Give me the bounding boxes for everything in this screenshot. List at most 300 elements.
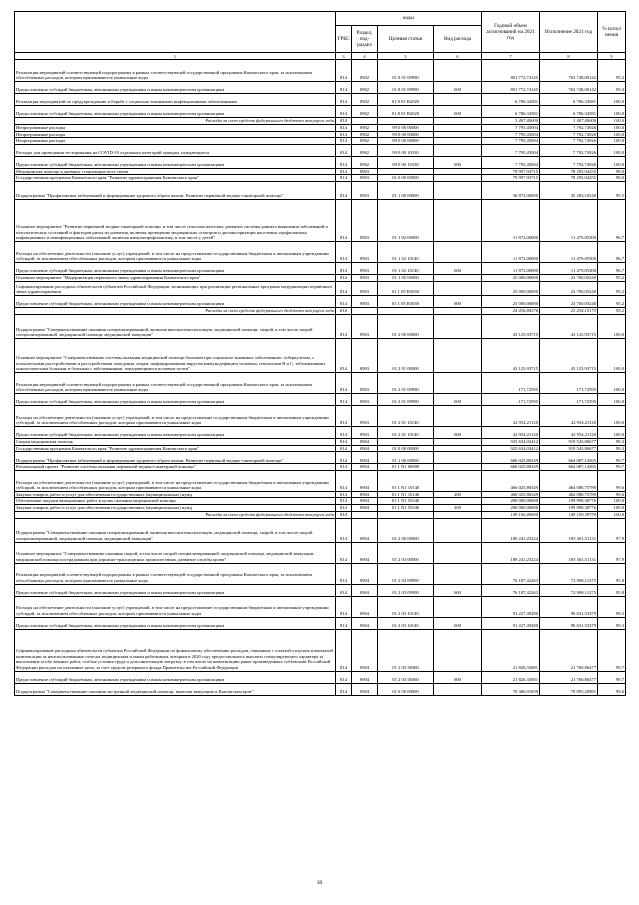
table-row xyxy=(15,156,626,168)
target-article-cell: 01 1 02 10140 xyxy=(378,262,434,274)
table-row xyxy=(15,563,626,584)
expense-type-cell xyxy=(434,596,482,617)
grbs-cell: 814 xyxy=(336,617,352,629)
table-row xyxy=(15,405,626,426)
table-row xyxy=(15,584,626,596)
percent-cell: 98,0 xyxy=(598,168,626,175)
grbs-cell: 814 xyxy=(336,295,352,307)
row-name-cell: Реализация мероприятий по предупреждению и борьбе с социально значимыми инфекционными заболеваниями xyxy=(15,94,336,106)
grbs-cell: 814 xyxy=(336,314,352,338)
target-article-cell: 01 0 00 00000 xyxy=(378,175,434,182)
row-name-cell: Расходы на обеспечение деятельности (оказание услуг) учреждений, в том числе на предоставление государственным бюджетным и автономным учреждениям субсидий, за исключением обособленных расходов, которым присваиваются уникальные коды xyxy=(15,241,336,262)
table-row xyxy=(15,464,626,471)
row-name-cell: Реализация мероприятий соответствующей подпрограммы в рамках соответствующей государственной программы Камчатского края, за исключением обособленных расходов, которым присваиваются уникальные коды xyxy=(15,563,336,584)
target-article-cell: 01 2 03 10140 xyxy=(378,617,434,629)
row-name-cell: Подпрограмма "Совершенствование оказания специализированной, включая высокотехнологичную, медицинской помощи, скорой, в том числе скорой специализированной, медицинской помощи, медицинской эвакуации" xyxy=(15,518,336,542)
fact-amount-cell: 21 760,86477 xyxy=(540,629,598,671)
row-name-cell: Предоставление субсидий бюджетным, автономным учреждениям и иным некоммерческим организациям xyxy=(15,82,336,94)
row-name-cell: Государственная программа Камчатского края "Развитие здравоохранения Камчатского края" xyxy=(15,175,336,182)
plan-amount-cell: 7 795,45004 xyxy=(482,131,540,138)
fact-amount-cell: 90 631,53379 xyxy=(540,617,598,629)
target-article-cell: 01 2 03 00000 xyxy=(378,542,434,563)
column-number: 4 xyxy=(352,53,378,60)
plan-amount-cell: 171,72595 xyxy=(482,372,540,393)
fact-amount-cell: 42 954,21120 xyxy=(540,405,598,426)
plan-amount-cell: 21 826,33681 xyxy=(482,629,540,671)
razdel-cell xyxy=(352,118,378,125)
fact-amount-cell: 78 295,04255 xyxy=(540,175,598,182)
razdel-cell: 0904 xyxy=(352,498,378,505)
plan-amount-cell: 666 025,86349 xyxy=(482,452,540,464)
razdel-cell: 0902 xyxy=(352,156,378,168)
grbs-cell: 814 xyxy=(336,464,352,471)
razdel-cell: 0904 xyxy=(352,683,378,695)
grbs-cell: 814 xyxy=(336,542,352,563)
target-article-cell: 01 2 03 09990 xyxy=(378,584,434,596)
plan-amount-cell: 666 025,86349 xyxy=(482,464,540,471)
percent-cell: 95,2 xyxy=(598,274,626,281)
row-name-cell: Софинансирование расходных обязательств субъектов Российской Федерации, возникающих при реализации региональных программ модернизации первичного звена здравоохранения xyxy=(15,281,336,295)
razdel-cell: 0904 xyxy=(352,504,378,511)
target-article-cell: 01 1 N1 55540 xyxy=(378,504,434,511)
expense-type-cell xyxy=(434,94,482,106)
percent-cell: 100,0 xyxy=(598,138,626,145)
column-number: 8 xyxy=(540,53,598,60)
row-name-cell: Медицинская помощь в дневных стационарах всех типов xyxy=(15,168,336,175)
column-number: 3 xyxy=(336,53,352,60)
table-row xyxy=(15,295,626,307)
grbs-cell: 814 xyxy=(336,338,352,372)
plan-amount-cell: 149 100,40000 xyxy=(482,511,540,518)
table-row xyxy=(15,274,626,281)
row-name-cell: Предоставление субсидий бюджетным, автономным учреждениям и иным некоммерческим организациям xyxy=(15,262,336,274)
percent-cell: 100,0 xyxy=(598,156,626,168)
target-article-cell: 01 8 01 09990 xyxy=(378,82,434,94)
grbs-cell: 814 xyxy=(336,511,352,518)
grbs-cell: 814 xyxy=(336,106,352,118)
fact-amount-cell: 171,72595 xyxy=(540,393,598,405)
percent-cell: 95,2 xyxy=(598,295,626,307)
table-row xyxy=(15,168,626,175)
table-row xyxy=(15,338,626,372)
table-row xyxy=(15,504,626,511)
percent-cell: 99,6 xyxy=(598,470,626,491)
expense-type-cell: 600 xyxy=(434,426,482,438)
target-article-cell xyxy=(378,168,434,175)
grbs-cell: 814 xyxy=(336,393,352,405)
plan-amount-cell: 79 997,93715 xyxy=(482,168,540,175)
fact-amount-cell: 199 998,38776 xyxy=(540,504,598,511)
fact-amount-cell: 763 748,00142 xyxy=(540,82,598,94)
razdel-cell: 0903 xyxy=(352,314,378,338)
table-row xyxy=(15,445,626,452)
grbs-cell: 814 xyxy=(336,504,352,511)
table-row xyxy=(15,671,626,683)
table-row xyxy=(15,629,626,671)
grbs-cell: 814 xyxy=(336,274,352,281)
fact-amount-cell: 43 125,93715 xyxy=(540,314,598,338)
row-name-cell: Скорая медицинская помощь xyxy=(15,438,336,445)
row-name-cell: Предоставление субсидий бюджетным, автономным учреждениям и иным некоммерческим организациям xyxy=(15,671,336,683)
target-article-cell: 99 0 00 00000 xyxy=(378,131,434,138)
expense-type-cell xyxy=(434,498,482,505)
expense-type-cell xyxy=(434,241,482,262)
table-row xyxy=(15,144,626,156)
fact-amount-cell: 3 407,40000 xyxy=(540,118,598,125)
row-name-cell: Расходы за счет средств федерального бюджета текущего года xyxy=(15,511,336,518)
percent-cell: 100,0 xyxy=(598,125,626,132)
grbs-cell: 814 xyxy=(336,125,352,132)
expense-type-cell xyxy=(434,60,482,82)
razdel-cell: 0904 xyxy=(352,617,378,629)
percent-cell: 99,3 xyxy=(598,445,626,452)
razdel-column-header: Раздел, под-раздел xyxy=(352,26,378,53)
razdel-cell: 0904 xyxy=(352,438,378,445)
grbs-cell: 814 xyxy=(336,144,352,156)
row-name-cell: Основное мероприятие "Совершенствование оказания скорой, в том числе скорой специализированной, медицинской помощи, медицинской эвакуации, медицинской помощи пострадавшим при дорожно-транспортных происшествиях, развитие службы крови" xyxy=(15,542,336,563)
plan-amount-cell: 43 125,93715 xyxy=(482,338,540,372)
grbs-cell: 814 xyxy=(336,671,352,683)
plan-amount-cell: 7 795,45004 xyxy=(482,138,540,145)
plan-amount-cell: 42 954,21120 xyxy=(482,405,540,426)
percent-cell: 95,8 xyxy=(598,563,626,584)
expense-type-cell xyxy=(434,542,482,563)
plan-amount-cell: 11 872,00000 xyxy=(482,199,540,241)
column-number: 1 xyxy=(15,53,336,60)
row-name-cell: Закупка товаров, работ и услуг для обеспечения государственных (муниципальных) нужд xyxy=(15,491,336,498)
plan-column-header: Годовой объем ассигнований на 2021 год xyxy=(482,12,540,53)
plan-amount-cell: 21 826,33681 xyxy=(482,671,540,683)
target-article-cell: 01 2 01 00000 xyxy=(378,338,434,372)
expense-type-cell xyxy=(434,629,482,671)
expense-type-cell xyxy=(434,372,482,393)
expense-type-cell: 600 xyxy=(434,584,482,596)
table-row xyxy=(15,470,626,491)
plan-amount-cell: 7 795,45004 xyxy=(482,144,540,156)
plan-amount-cell: 925 634,03412 xyxy=(482,438,540,445)
row-name-cell: Предоставление субсидий бюджетным, автономным учреждениям и иным некоммерческим организациям xyxy=(15,295,336,307)
razdel-cell: 0903 xyxy=(352,175,378,182)
grbs-cell: 814 xyxy=(336,307,352,314)
percent-cell: 100,0 xyxy=(598,131,626,138)
plan-amount-cell: 6 786,34581 xyxy=(482,94,540,106)
row-name-cell: Расходы для проведения тестирования на COVID-19 отдельных категорий граждан, нуждающихся xyxy=(15,144,336,156)
table-row xyxy=(15,683,626,695)
expense-type-cell: 600 xyxy=(434,106,482,118)
fact-amount-cell: 43 125,93715 xyxy=(540,338,598,372)
expense-type-column-header: Вид расхода xyxy=(434,26,482,53)
target-article-cell: 01 2 01 09990 xyxy=(378,372,434,393)
table-row xyxy=(15,307,626,314)
expense-type-cell: 600 xyxy=(434,262,482,274)
fact-amount-cell: 185 361,51131 xyxy=(540,518,598,542)
row-name-cell: Реализация мероприятий соответствующей подпрограммы в рамках соответствующей государственной программы Камчатского края, за исключением обособленных расходов, которым присваиваются уникальные коды xyxy=(15,60,336,82)
fact-amount-cell: 149 159,39759 xyxy=(540,511,598,518)
fact-amount-cell: 70 095,20981 xyxy=(540,683,598,695)
percent-cell: 100,0 xyxy=(598,393,626,405)
expense-type-cell: 600 xyxy=(434,156,482,168)
percent-cell: 96,7 xyxy=(598,241,626,262)
target-article-cell xyxy=(378,511,434,518)
target-article-cell: 01 2 01 09990 xyxy=(378,393,434,405)
plan-amount-cell: 43 125,93715 xyxy=(482,314,540,338)
razdel-cell: 0903 xyxy=(352,426,378,438)
expense-type-cell xyxy=(434,470,482,491)
target-article-cell: 01 1 02 00000 xyxy=(378,199,434,241)
grbs-cell: 814 xyxy=(336,518,352,542)
target-article-cell: 99 0 00 10330 xyxy=(378,144,434,156)
fact-amount-cell: 6 786,34581 xyxy=(540,106,598,118)
grbs-cell: 814 xyxy=(336,405,352,426)
percent-cell: 100,0 xyxy=(598,498,626,505)
row-name-cell: Обеспечение закупки авиационных работ в целях оказания медицинской помощи xyxy=(15,498,336,505)
fact-amount-cell: 11 479,05300 xyxy=(540,199,598,241)
table-row xyxy=(15,491,626,498)
target-article-cell: 01 8 01 R2020 xyxy=(378,94,434,106)
row-name-cell: Предоставление субсидий бюджетным, автономным учреждениям и иным некоммерческим организациям xyxy=(15,426,336,438)
razdel-cell: 0904 xyxy=(352,452,378,464)
grbs-cell: 814 xyxy=(336,563,352,584)
target-article-cell: 01 1 05 00000 xyxy=(378,274,434,281)
plan-amount-cell: 25 000,00000 xyxy=(482,295,540,307)
percent-cell: 99,7 xyxy=(598,671,626,683)
expense-type-cell xyxy=(434,438,482,445)
grbs-cell: 814 xyxy=(336,281,352,295)
expense-type-cell: 600 xyxy=(434,617,482,629)
expense-type-cell xyxy=(434,464,482,471)
razdel-cell: 0904 xyxy=(352,542,378,563)
grbs-cell: 814 xyxy=(336,241,352,262)
row-name-cell: Расходы на обеспечение деятельности (оказание услуг) учреждений, в том числе на предоставление государственным бюджетным и автономным учреждениям субсидий, за исключением обособленных расходов, которым присваиваются уникальные коды xyxy=(15,470,336,491)
row-name-cell: Основное мероприятие "Развитие первичной медико-санитарной помощи, в том числе сельским жителям, развитие системы раннего выявления заболеваний и патологических состояний и факторов риска их развития, включая проведение медицинских осмотров и диспансеризации населения, профилактика инфекционных и неинфекционных заболеваний, включая иммунопрофилактику, в том числе у детей" xyxy=(15,199,336,241)
percent-cell: 99,6 xyxy=(598,491,626,498)
expense-type-cell xyxy=(434,168,482,175)
razdel-cell: 0902 xyxy=(352,94,378,106)
target-article-cell: 01 1 N1 10140 xyxy=(378,470,434,491)
table-row xyxy=(15,106,626,118)
table-row xyxy=(15,426,626,438)
fact-amount-cell: 78 295,04255 xyxy=(540,168,598,175)
fact-amount-cell: 90 631,53379 xyxy=(540,596,598,617)
razdel-cell: 0904 xyxy=(352,470,378,491)
fact-amount-cell: 6 786,34581 xyxy=(540,94,598,106)
table-row xyxy=(15,617,626,629)
target-article-cell xyxy=(378,438,434,445)
plan-amount-cell: 91 227,49280 xyxy=(482,596,540,617)
fact-amount-cell: 72 908,11275 xyxy=(540,563,598,584)
grbs-cell: 814 xyxy=(336,498,352,505)
target-article-cell: 01 6 00 00000 xyxy=(378,683,434,695)
razdel-cell: 0904 xyxy=(352,518,378,542)
fact-amount-cell: 23 700,05240 xyxy=(540,281,598,295)
table-row xyxy=(15,438,626,445)
expense-type-cell xyxy=(434,452,482,464)
target-article-cell: 01 2 01 10140 xyxy=(378,426,434,438)
target-article-cell: 01 1 N1 00000 xyxy=(378,464,434,471)
razdel-cell: 0904 xyxy=(352,464,378,471)
razdel-cell: 0903 xyxy=(352,281,378,295)
percent-cell: 100,0 xyxy=(598,511,626,518)
target-article-cell: 01 8 01 09990 xyxy=(378,60,434,82)
target-article-cell: 01 1 00 00000 xyxy=(378,452,434,464)
target-article-cell: 01 2 00 00000 xyxy=(378,518,434,542)
percent-column-header: % испол нения xyxy=(598,12,626,53)
expense-type-cell xyxy=(434,281,482,295)
row-name-cell: Подпрограмма "Профилактика заболеваний и формирование здорового образа жизни. Развитие первичной медико-санитарной помощи" xyxy=(15,181,336,199)
table-row xyxy=(15,175,626,182)
row-name-cell: Подпрограмма "Совершенствование оказания специализированной, включая высокотехнологичную, медицинской помощи, скорой, в том числе скорой специализированной, медицинской помощи, медицинской эвакуации" xyxy=(15,314,336,338)
grbs-cell: 814 xyxy=(336,118,352,125)
row-name-cell: Расходы на обеспечение деятельности (оказание услуг) учреждений, в том числе на предоставление государственным бюджетным и автономным учреждениям субсидий, за исключением обособленных расходов, которым присваиваются уникальные коды xyxy=(15,405,336,426)
table-row xyxy=(15,125,626,132)
plan-amount-cell: 25 000,00000 xyxy=(482,274,540,281)
target-article-cell: 01 2 03 10140 xyxy=(378,596,434,617)
target-article-cell: 01 1 N1 55540 xyxy=(378,498,434,505)
razdel-cell: 0903 xyxy=(352,241,378,262)
fact-amount-cell: 919 543,86677 xyxy=(540,445,598,452)
fact-amount-cell: 21 760,86477 xyxy=(540,671,598,683)
grbs-cell: 814 xyxy=(336,438,352,445)
grbs-cell: 814 xyxy=(336,683,352,695)
table-row xyxy=(15,131,626,138)
razdel-cell: 0903 xyxy=(352,372,378,393)
row-name-cell: Расходы за счет средств федерального бюджета текущего года xyxy=(15,307,336,314)
row-name-cell: Предоставление субсидий бюджетным, автономным учреждениям и иным некоммерческим организациям xyxy=(15,617,336,629)
fact-amount-cell: 11 479,05300 xyxy=(540,241,598,262)
expense-type-cell xyxy=(434,131,482,138)
row-name-cell: Софинансирование расходных обязательств субъектов Российской Федерации по финансовому обеспечению расходов, связанных с оплатой отпусков и выплатой компенсации за неиспользованные отпуска медицинским и иным работникам, которым в 2020 году предоставлялись выплаты стимулирующего характера за выполнение особо важных работ, особые условия труда и дополнительную нагрузку, в том числе на компенсацию ранее произведенных субъектами Российской Федерации расходов на указанные цели, за счет средств резервного фонда Правительства Российской Федерации xyxy=(15,629,336,671)
percent-cell: 100,0 xyxy=(598,504,626,511)
grbs-cell: 814 xyxy=(336,82,352,94)
plan-amount-cell: 200 000,00000 xyxy=(482,498,540,505)
table-row xyxy=(15,181,626,199)
plan-amount-cell: 76 187,42263 xyxy=(482,584,540,596)
percent-cell: 100,0 xyxy=(598,372,626,393)
percent-cell: 96,7 xyxy=(598,199,626,241)
razdel-cell: 0902 xyxy=(352,131,378,138)
fact-amount-cell: 763 748,00142 xyxy=(540,60,598,82)
expense-type-cell: 600 xyxy=(434,295,482,307)
percent-cell: 95,2 xyxy=(598,307,626,314)
grbs-cell: 814 xyxy=(336,262,352,274)
row-name-cell: Предоставление субсидий бюджетным, автономным учреждениям и иным некоммерческим организациям xyxy=(15,156,336,168)
grbs-cell: 814 xyxy=(336,181,352,199)
row-name-cell: Реализация мероприятий соответствующей подпрограммы в рамках соответствующей государственной программы Камчатского края, за исключением обособленных расходов, которым присваиваются уникальные коды xyxy=(15,372,336,393)
fact-amount-cell: 7 792,74926 xyxy=(540,156,598,168)
grbs-cell: 814 xyxy=(336,584,352,596)
row-name-cell: Государственная программа Камчатского края "Развитие здравоохранения Камчатского края" xyxy=(15,445,336,452)
expense-type-cell xyxy=(434,199,482,241)
target-article-cell: 99 0 00 00000 xyxy=(378,125,434,132)
table-row xyxy=(15,372,626,393)
expense-type-cell xyxy=(434,405,482,426)
row-name-cell: Непрограммные расходы xyxy=(15,131,336,138)
expense-type-cell: 600 xyxy=(434,82,482,94)
column-number: 9 xyxy=(598,53,626,60)
row-name-cell: Региональный проект "Развитие системы оказания первичной медико-санитарной помощи" xyxy=(15,464,336,471)
plan-amount-cell: 801 772,74145 xyxy=(482,82,540,94)
percent-cell: 100,0 xyxy=(598,426,626,438)
razdel-cell: 0903 xyxy=(352,262,378,274)
fact-column-header: Исполнение 2021 год xyxy=(540,12,598,53)
target-article-cell: 01 1 02 10140 xyxy=(378,241,434,262)
table-row xyxy=(15,393,626,405)
percent-cell: 99,3 xyxy=(598,596,626,617)
razdel-cell: 0902 xyxy=(352,138,378,145)
razdel-cell: 0904 xyxy=(352,563,378,584)
expense-type-cell xyxy=(434,511,482,518)
plan-amount-cell: 36 872,00000 xyxy=(482,181,540,199)
expense-type-cell: 200 xyxy=(434,491,482,498)
table-row xyxy=(15,94,626,106)
column-number: 7 xyxy=(482,53,540,60)
fact-amount-cell: 42 954,21120 xyxy=(540,426,598,438)
razdel-cell xyxy=(352,307,378,314)
budget-execution-table xyxy=(14,11,626,696)
razdel-cell: 0903 xyxy=(352,274,378,281)
fact-amount-cell: 23 254,15175 xyxy=(540,307,598,314)
row-name-cell: Закупка товаров, работ и услуг для обеспечения государственных (муниципальных) нужд xyxy=(15,504,336,511)
fact-amount-cell: 464 088,75789 xyxy=(540,491,598,498)
expense-type-cell xyxy=(434,445,482,452)
table-row xyxy=(15,498,626,505)
plan-amount-cell: 7 795,45004 xyxy=(482,125,540,132)
razdel-cell: 0902 xyxy=(352,60,378,82)
table-row xyxy=(15,511,626,518)
percent-cell: 99,3 xyxy=(598,617,626,629)
target-article-cell: 01 1 05 R3650 xyxy=(378,295,434,307)
fact-amount-cell: 23 700,05240 xyxy=(540,295,598,307)
plan-amount-cell: 189 241,25224 xyxy=(482,518,540,542)
percent-cell: 99,6 xyxy=(598,683,626,695)
row-name-cell: Основное мероприятие "Совершенствование системы оказания медицинской помощи больным при социально-значимых заболеваниях: туберкулезом, с психическими расстройствами и расстройствами поведения, лицам, инфицированным вирусом иммунодефицита человека, гепатитами B и C, заболеваниями, онкологическим больным и больным с заболеваниями, передающимися половым путем" xyxy=(15,338,336,372)
plan-amount-cell: 70 366,91839 xyxy=(482,683,540,695)
grbs-cell: 814 xyxy=(336,596,352,617)
column-number: 6 xyxy=(434,53,482,60)
target-article-cell: 99 0 00 00000 xyxy=(378,138,434,145)
grbs-cell: 814 xyxy=(336,470,352,491)
row-name-cell: Подпрограмма "Профилактика заболеваний и формирование здорового образа жизни. Развитие первичной медико-санитарной помощи" xyxy=(15,452,336,464)
grbs-cell: 814 xyxy=(336,452,352,464)
codes-header: коды xyxy=(336,12,482,26)
percent-cell: 99,7 xyxy=(598,464,626,471)
razdel-cell: 0903 xyxy=(352,181,378,199)
plan-amount-cell: 3 407,40000 xyxy=(482,118,540,125)
table-row xyxy=(15,542,626,563)
razdel-cell: 0904 xyxy=(352,629,378,671)
table-row xyxy=(15,60,626,82)
fact-amount-cell: 7 792,74926 xyxy=(540,144,598,156)
table-row xyxy=(15,452,626,464)
fact-amount-cell: 664 087,14565 xyxy=(540,452,598,464)
grbs-column-header: ГРБС xyxy=(336,26,352,53)
table-row xyxy=(15,138,626,145)
plan-amount-cell: 925 634,03412 xyxy=(482,445,540,452)
percent-cell: 95,2 xyxy=(598,281,626,295)
page-number: 30 xyxy=(316,880,323,886)
target-article-cell: 01 2 03 58360 xyxy=(378,629,434,671)
percent-cell: 99,7 xyxy=(598,629,626,671)
grbs-cell: 814 xyxy=(336,175,352,182)
expense-type-cell: 600 xyxy=(434,671,482,683)
percent-cell: 100,0 xyxy=(598,94,626,106)
expense-type-cell xyxy=(434,314,482,338)
plan-amount-cell: 24 436,84376 xyxy=(482,307,540,314)
percent-cell: 96,7 xyxy=(598,262,626,274)
expense-type-cell xyxy=(434,144,482,156)
plan-amount-cell: 6 786,34581 xyxy=(482,106,540,118)
row-name-cell: Предоставление субсидий бюджетным, автономным учреждениям и иным некоммерческим организациям xyxy=(15,393,336,405)
